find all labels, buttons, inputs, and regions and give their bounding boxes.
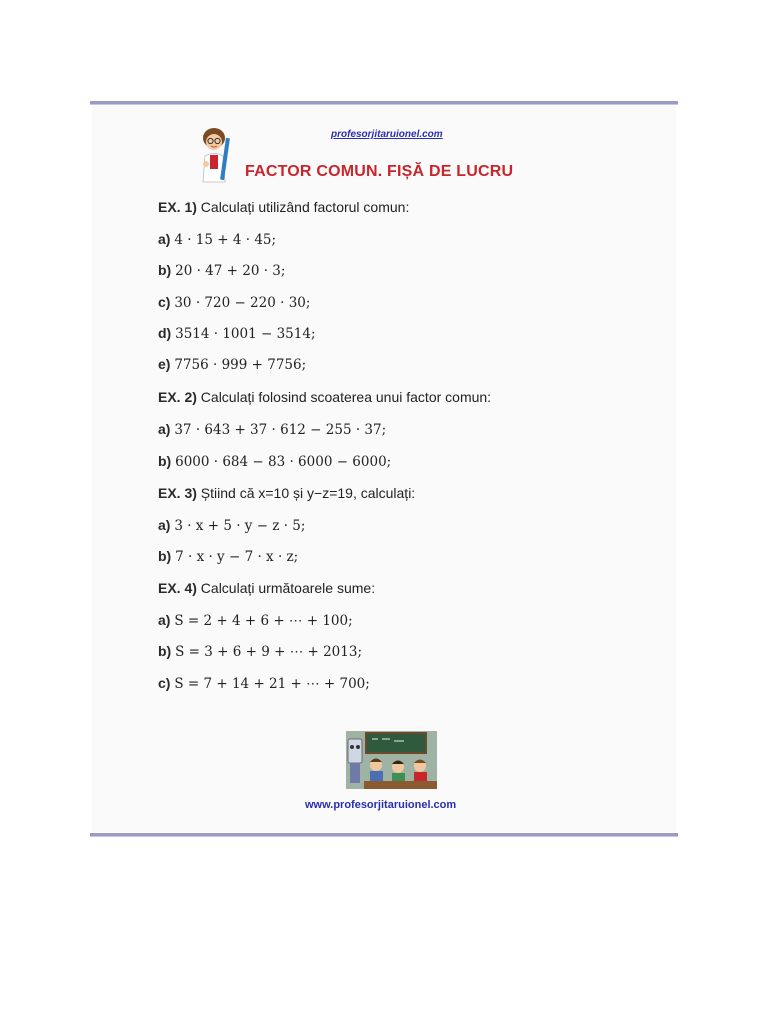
item-expression: 7756 · 999 + 7756; xyxy=(174,357,307,373)
exercise-1-item-b xyxy=(158,262,285,279)
item-letter: a) xyxy=(158,612,171,628)
item-expression: S = 2 + 4 + 6 + ⋯ + 100; xyxy=(174,613,353,629)
item-letter: e) xyxy=(158,356,171,372)
bottom-divider xyxy=(90,833,678,837)
item-letter: c) xyxy=(158,294,171,310)
item-letter: b) xyxy=(158,643,172,659)
exercise-3-heading xyxy=(158,485,415,501)
item-expression: S = 7 + 14 + 21 + ⋯ + 700; xyxy=(174,676,370,692)
exercise-1-item-c xyxy=(158,294,310,311)
item-expression: S = 3 + 6 + 9 + ⋯ + 2013; xyxy=(175,644,362,660)
exercise-4-item-c xyxy=(158,675,370,692)
item-expression: 3 · x + 5 · y − z · 5; xyxy=(174,518,306,534)
exercise-text: Știind că x=10 și y−z=19, calculați: xyxy=(200,485,416,501)
teacher-illustration-icon xyxy=(192,124,240,184)
exercise-label: EX. 1) xyxy=(158,199,197,215)
item-expression: 4 · 15 + 4 · 45; xyxy=(174,232,277,248)
exercise-text: Calculați următoarele sume: xyxy=(200,580,376,596)
item-letter: b) xyxy=(158,262,172,278)
exercise-label: EX. 2) xyxy=(158,389,197,405)
exercise-text: Calculați folosind scoaterea unui factor comun: xyxy=(200,389,492,405)
item-expression: 30 · 720 − 220 · 30; xyxy=(174,295,311,311)
top-divider xyxy=(90,101,678,105)
item-letter: a) xyxy=(158,231,171,247)
item-letter: c) xyxy=(158,675,171,691)
exercise-4-heading xyxy=(158,580,375,596)
item-expression: 7 · x · y − 7 · x · z; xyxy=(175,549,299,565)
worksheet-title: FACTOR COMUN. FIȘĂ DE LUCRU xyxy=(245,163,514,180)
site-link-top[interactable]: profesorjitaruionel.com xyxy=(331,129,443,140)
exercise-2-item-a xyxy=(158,421,386,438)
item-letter: a) xyxy=(158,517,171,533)
exercise-label: EX. 4) xyxy=(158,580,197,596)
exercise-label: EX. 3) xyxy=(158,485,197,501)
exercise-2-item-b xyxy=(158,453,391,470)
site-link-bottom[interactable]: www.profesorjitaruionel.com xyxy=(305,799,457,811)
exercise-1-heading xyxy=(158,199,409,215)
item-expression: 37 · 643 + 37 · 612 − 255 · 37; xyxy=(174,422,387,438)
item-letter: a) xyxy=(158,421,171,437)
item-expression: 3514 · 1001 − 3514; xyxy=(175,326,316,342)
item-letter: d) xyxy=(158,325,172,341)
exercise-3-item-b xyxy=(158,548,298,565)
exercise-1-item-d xyxy=(158,325,316,342)
exercise-4-item-a xyxy=(158,612,353,629)
classroom-illustration-icon xyxy=(346,731,437,789)
item-expression: 20 · 47 + 20 · 3; xyxy=(175,263,286,279)
exercise-text: Calculați utilizând factorul comun: xyxy=(200,199,410,215)
exercise-1-item-e xyxy=(158,356,306,373)
item-letter: b) xyxy=(158,548,172,564)
item-expression: 6000 · 684 − 83 · 6000 − 6000; xyxy=(175,454,392,470)
item-letter: b) xyxy=(158,453,172,469)
exercise-2-heading xyxy=(158,389,491,405)
exercise-4-item-b xyxy=(158,643,362,660)
exercise-3-item-a xyxy=(158,517,305,534)
exercise-1-item-a xyxy=(158,231,276,248)
